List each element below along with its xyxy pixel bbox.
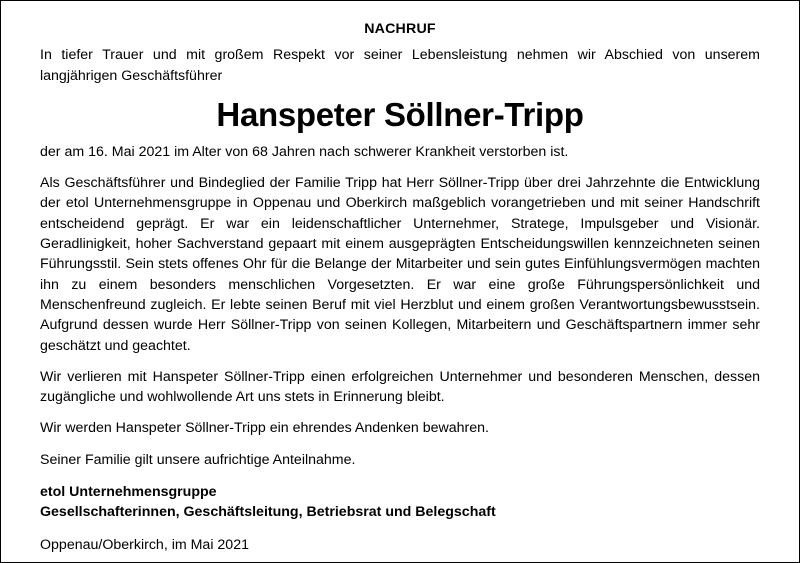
- notice-heading: NACHRUF: [364, 21, 436, 37]
- signature-groups: Gesellschafterinnen, Geschäftsleitung, Betriebsrat und Belegschaft: [40, 504, 496, 521]
- signature-block: [40, 482, 760, 523]
- signature-company: etol Unternehmensgruppe: [40, 484, 217, 501]
- career-paragraph: Als Geschäftsführer und Bindeglied der Familie Tripp hat Herr Söllner-Tripp über drei Jahrzehnte die Entwicklung der etol Unternehmensgruppe in Oppenau und Oberkirch maßgeblich vorangetrieben und mit seiner Handschrift entscheidend geprägt. Er war ein leidenschaftlicher Unternehmer, Stratege, Impulsgeber und Visionär. Geradlinigkeit, hoher Sachverstand gepaart mit einem ausgeprägten Entscheidungswillen kennzeichneten seinen Führungsstil. Sein stets offenes Ohr für die Belange der Mitarbeiter und sein gutes Einfühlungsvermögen machten ihn zu einem besonders menschlichen Vorgesetzten. Er war eine große Führungspersönlichkeit und Menschenfreund zugleich. Er lebte seinen Beruf mit viel Herzblut und einem großen Verantwortungsbewusstsein. Aufgrund dessen wurde Herr Söllner-Tripp von seinen Kollegen, Mitarbeitern und Geschäftspartnern immer sehr geschätzt und geachtet.: [40, 175, 760, 354]
- loss-paragraph: Wir verlieren mit Hanspeter Söllner-Tripp einen erfolgreichen Unternehmer und besonderen Menschen, dessen zugängliche und wohlwollende Art uns stets in Erinnerung bleibt.: [40, 368, 760, 406]
- memory-paragraph: Wir werden Hanspeter Söllner-Tripp ein ehrendes Andenken bewahren.: [40, 420, 489, 437]
- family-paragraph: Seiner Familie gilt unsere aufrichtige Anteilnahme.: [40, 451, 356, 468]
- place-date: Oppenau/Oberkirch, im Mai 2021: [40, 536, 249, 553]
- deceased-name: Hanspeter Söllner-Tripp: [216, 95, 584, 133]
- intro-text: In tiefer Trauer und mit großem Respekt vor seiner Lebensleistung nehmen wir Abschied von unserem langjährigen Geschäftsführer: [40, 47, 760, 84]
- death-line: der am 16. Mai 2021 im Alter von 68 Jahren nach schwerer Krankheit verstorben ist.: [40, 143, 569, 160]
